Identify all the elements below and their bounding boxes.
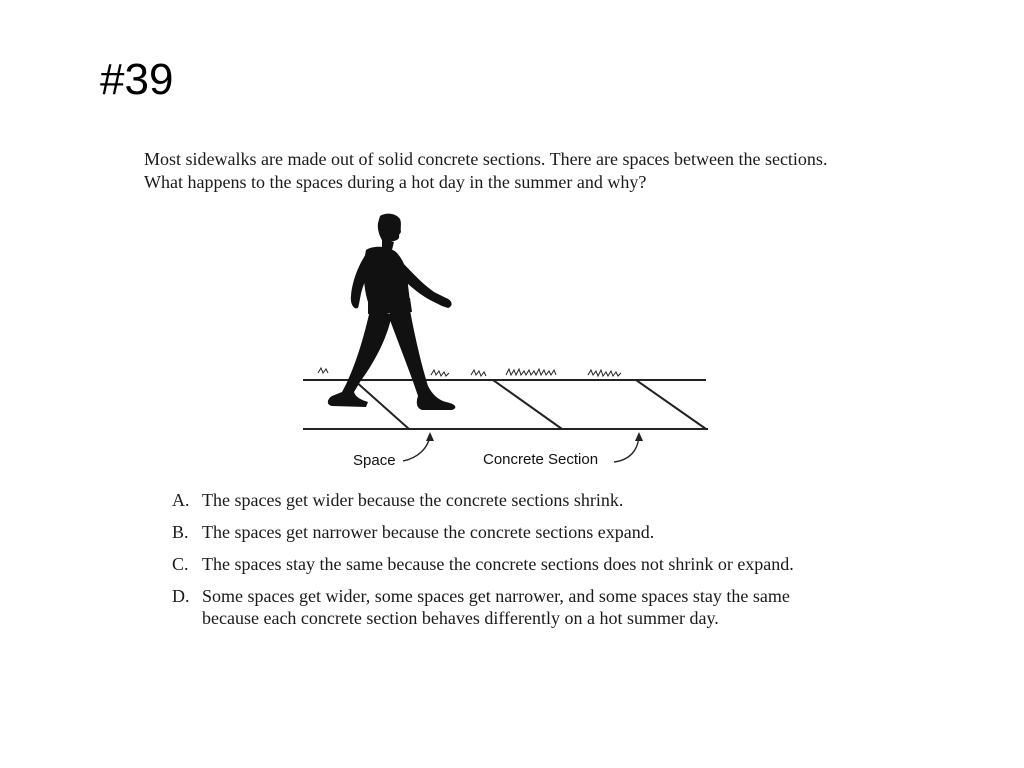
concrete-section-label: Concrete Section — [483, 451, 599, 468]
choice-text: The spaces get narrower because the concrete sections expand. — [202, 522, 655, 542]
slide-title: #39 — [100, 55, 174, 104]
sidewalk-illustration — [296, 210, 716, 475]
answer-choice-a[interactable] — [172, 489, 822, 511]
choice-letter: C. — [172, 554, 189, 574]
choice-letter: D. — [172, 586, 190, 606]
choice-letter: A. — [172, 490, 190, 510]
choice-text: The spaces stay the same because the concrete sections does not shrink or expand. — [202, 554, 794, 574]
arrowheads — [426, 432, 643, 441]
choice-text: The spaces get wider because the concrete sections shrink. — [202, 490, 624, 510]
answer-choice-c[interactable] — [172, 553, 822, 575]
space-label: Space — [353, 452, 396, 469]
answer-choices — [172, 489, 822, 639]
choice-letter: B. — [172, 522, 189, 542]
answer-choice-d[interactable] — [172, 585, 822, 629]
sidewalk-figure — [296, 210, 716, 475]
section-joints — [354, 380, 706, 429]
question-text: Most sidewalks are made out of solid concrete sections. There are spaces between the sections. What happens to the spaces during a hot day in the summer and why? — [144, 149, 828, 192]
choice-text: Some spaces get wider, some spaces get narrower, and some spaces stay the same because each concrete section behaves differently on a hot summer day. — [202, 586, 790, 628]
answer-choice-b[interactable] — [172, 521, 822, 543]
